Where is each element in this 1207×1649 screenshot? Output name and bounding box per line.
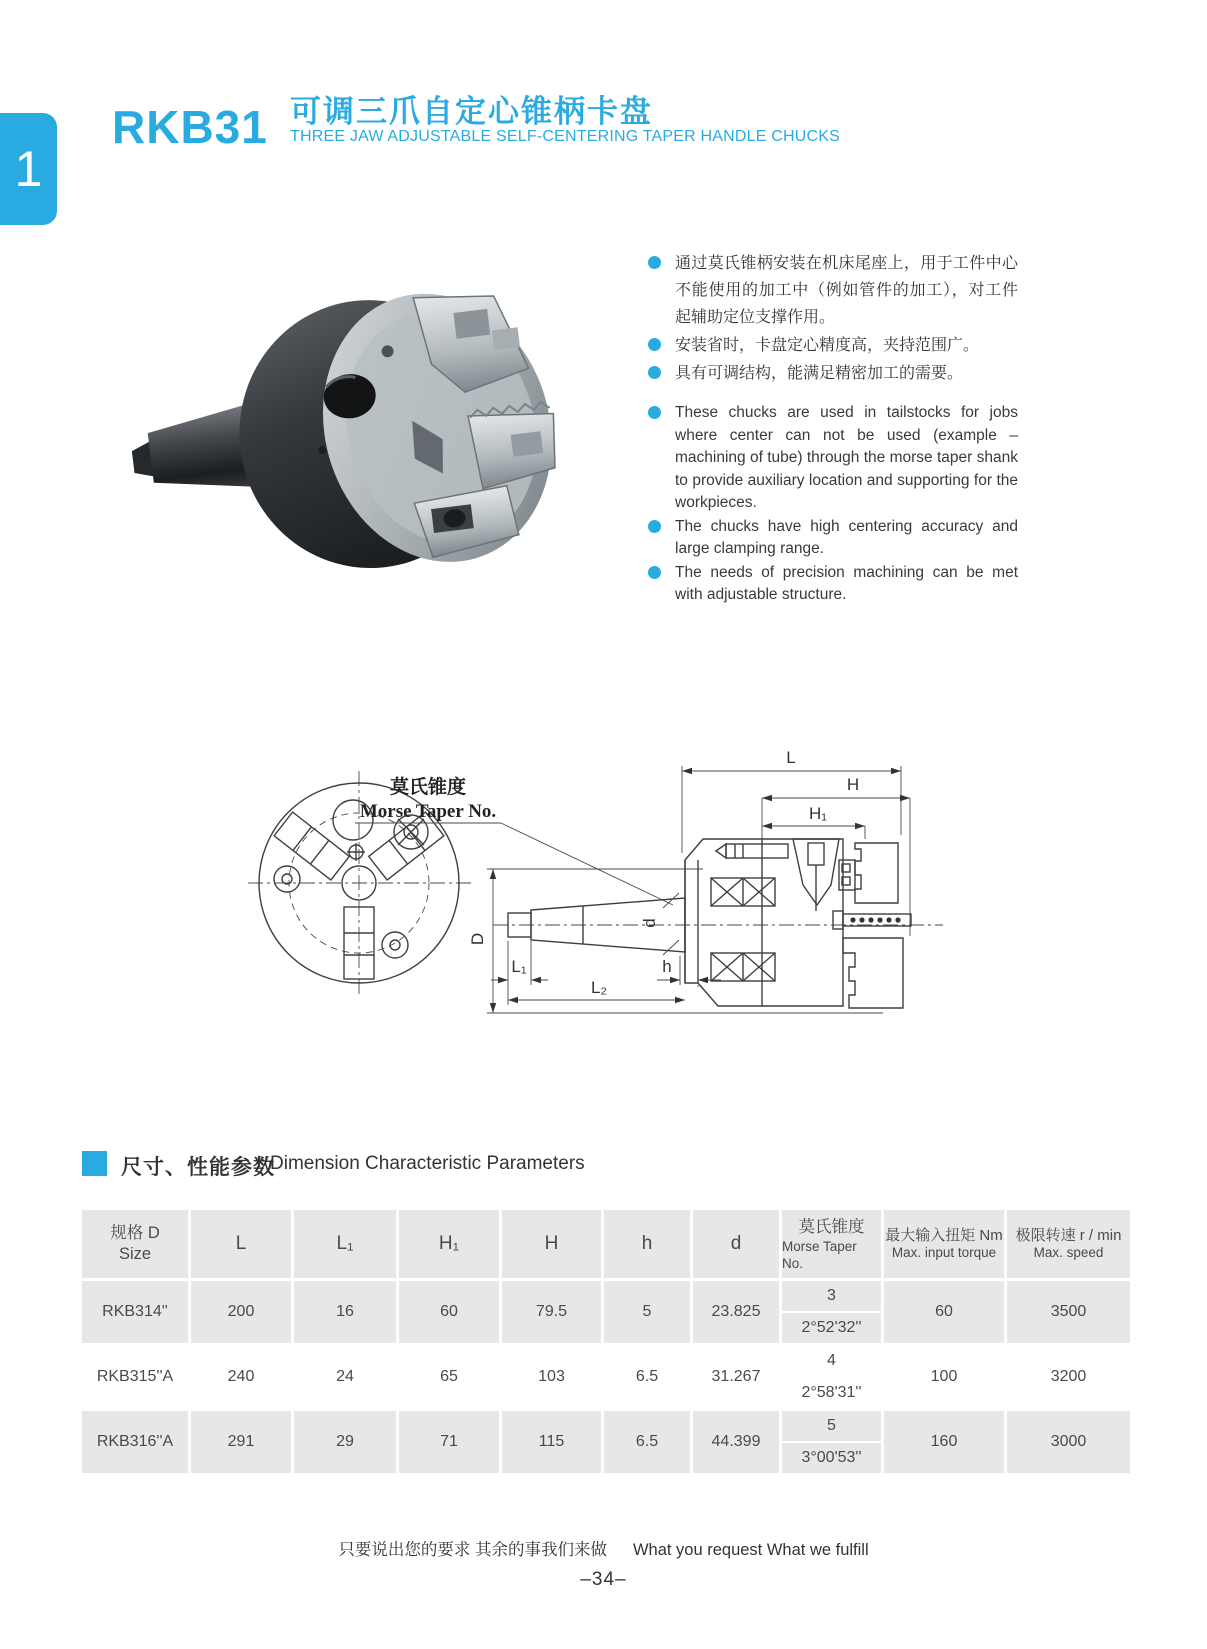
table-row-cell: 31.267 [693,1346,779,1408]
taper-angle: 2°58'31'' [801,1384,862,1401]
feature-text: The needs of precision machining can be met with adjustable structure. [675,563,1018,603]
feature-list-en [648,402,1018,607]
header-label: H [544,1233,559,1254]
table-row-cell: 3500 [1007,1281,1130,1343]
col-header-h [604,1210,690,1278]
taper-label-en: Morse Taper No. [359,801,497,822]
taper-number: 3 [827,1287,836,1304]
bullet-icon [648,520,661,533]
page-footer [0,1536,1207,1591]
feature-text: These chucks are used in tailstocks for jobs where center can not be used (example – machining of tube) through the morse taper shank to provide auxiliary location and supporting for the workpieces. [675,404,1018,511]
taper-label-zh: 莫氏锥度 [389,777,467,798]
header-en: Max. input torque [891,1245,997,1260]
table-row-cell: 6.5 [604,1346,690,1408]
header-label: d [730,1233,742,1254]
list-item [648,250,1018,331]
feature-text: 通过莫氏锥柄安装在机床尾座上，用于工件中心不能使用的加工中（例如管件的加工），对工件起辅助定位支撑作用。 [675,255,1018,326]
bullet-icon [648,566,661,579]
section-title-zh: 尺寸、性能参数 [121,1156,275,1179]
dim-H1: H₁ [808,804,828,823]
list-item [648,516,1018,561]
dim-H: H [846,775,860,794]
table-row-cell: 60 [884,1281,1004,1343]
bullet-icon [648,366,661,379]
parameters-table [82,1210,1130,1473]
feature-list [648,250,1018,608]
footer-slogan-zh: 只要说出您的要求 其余的事我们来做 [338,1541,607,1559]
col-header-L1 [294,1210,396,1278]
table-row-cell: RKB314'' [82,1281,188,1343]
table-row-cell: 24 [294,1346,396,1408]
col-header-taper [782,1210,881,1278]
dim-h: h [662,957,672,976]
header-label: L₁ [336,1233,354,1254]
taper-number: 4 [827,1352,836,1369]
table-row-cell: 29 [294,1411,396,1473]
taper-angle: 3°00'53'' [801,1449,862,1466]
table-row-cell: 100 [884,1346,1004,1408]
feature-text: 具有可调结构，能满足精密加工的需要。 [675,365,964,382]
product-title-zh: 可调三爪自定心锥柄卡盘 [290,94,653,129]
table-row-cell: 160 [884,1411,1004,1473]
table-row-cell: 103 [502,1346,601,1408]
col-header-d [693,1210,779,1278]
table-row-cell: 60 [399,1281,499,1343]
dim-L: L [786,748,796,767]
product-title-en: THREE JAW ADJUSTABLE SELF-CENTERING TAPER HANDLE CHUCKS [290,128,841,145]
table-row-cell-taper [782,1346,881,1408]
header-label: L [235,1233,247,1254]
bullet-icon [648,256,661,269]
chapter-number: 1 [14,141,43,197]
header-en: Max. speed [1033,1245,1104,1260]
table-row-cell: 240 [191,1346,291,1408]
dim-d: d [640,918,659,928]
table-row-cell: 6.5 [604,1411,690,1473]
table-row-cell: 5 [604,1281,690,1343]
section-square-icon [82,1151,107,1176]
list-item [648,402,1018,515]
col-header-H [502,1210,601,1278]
header-zh: 最大输入扭矩 Nm [885,1227,1003,1244]
header-label: h [641,1233,653,1254]
list-item [648,360,1018,387]
header-zh: 极限转速 r / min [1015,1227,1122,1244]
header-en: Size [118,1245,152,1263]
table-row-cell: 200 [191,1281,291,1343]
table-row-cell: 291 [191,1411,291,1473]
table-row-cell-taper [782,1411,881,1473]
table-row-cell: 16 [294,1281,396,1343]
section-title-en: Dimension Characteristic Parameters [270,1153,585,1174]
col-header-size [82,1210,188,1278]
dim-L2: L₂ [590,978,608,997]
list-item [648,562,1018,607]
product-photo [108,280,563,595]
taper-angle: 2°52'32'' [801,1319,862,1336]
header-en: Morse Taper No. [782,1238,857,1271]
page-number: –34– [580,1569,627,1590]
table-row-cell: RKB316''A [82,1411,188,1473]
table-row-cell: 65 [399,1346,499,1408]
bullet-icon [648,406,661,419]
table-row-cell: 44.399 [693,1411,779,1473]
table-row-cell: 23.825 [693,1281,779,1343]
dim-L1: L₁ [511,957,527,976]
table-row-cell: RKB315''A [82,1346,188,1408]
feature-text: The chucks have high centering accuracy and large clamping range. [675,517,1018,557]
bullet-icon [648,338,661,351]
feature-text: 安装省时，卡盘定心精度高，夹持范围广。 [675,337,980,354]
table-row-cell: 115 [502,1411,601,1473]
footer-slogan-en: What you request What we fulfill [632,1541,869,1559]
table-row-cell: 71 [399,1411,499,1473]
product-model: RKB31 [112,101,268,153]
col-header-speed [1007,1210,1130,1278]
col-header-H1 [399,1210,499,1278]
feature-list-zh [648,250,1018,387]
dim-D: D [468,932,487,946]
technical-drawing [243,693,967,1015]
chapter-tab [0,113,57,225]
header-zh: 莫氏锥度 [798,1217,865,1236]
chuck-photo-illustration [108,280,563,595]
side-view [468,748,943,1013]
list-item [648,332,1018,359]
col-header-L [191,1210,291,1278]
header-label: H₁ [438,1233,460,1254]
table-row-cell: 3000 [1007,1411,1130,1473]
table-row-cell: 3200 [1007,1346,1130,1408]
col-header-torque [884,1210,1004,1278]
table-row-cell-taper [782,1281,881,1343]
header-zh: 规格 D [110,1224,160,1242]
taper-number: 5 [827,1417,836,1434]
table-row-cell: 79.5 [502,1281,601,1343]
footer-slogan [0,1536,1207,1560]
